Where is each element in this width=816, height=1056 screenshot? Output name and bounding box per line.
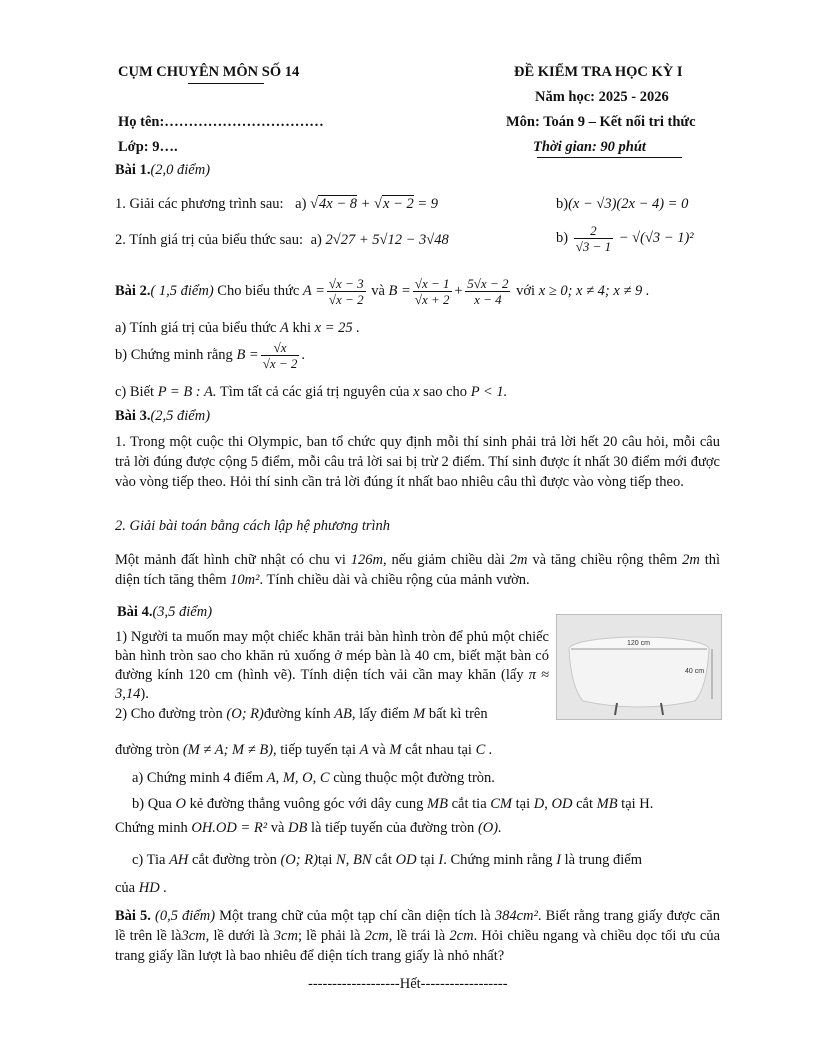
class-field: Lớp: 9…. <box>118 139 178 155</box>
bai1-q2: 2. Tính giá trị của biểu thức sau: a) 2√27 + 5√12 − 3√48 <box>115 232 449 248</box>
subject: Môn: Toán 9 – Kết nối tri thức <box>506 114 696 130</box>
equation-1a: √4x − 8 + √x − 2 = 9 <box>310 196 439 212</box>
bai3-part2: Một mảnh đất hình chữ nhật có chu vi 126m, nếu giảm chiều dài 2m và tăng chiều rộng thêm 2m thì diện tích tăng thêm 10m². Tính chiều dài và chiều rộng của mảnh vườn. <box>115 552 720 588</box>
bai2-heading: Bài 2.( 1,5 điểm) Cho biểu thức A = $\frac{√x - 3}{√x - 2}$ và B = $\frac{√x - 1}{√x + 2}$ + $\frac{5√x - 2}{x - 4}$ với x ≥ 0; x ≠ 4; x ≠ 9 . <box>115 276 650 307</box>
cluster-title: CỤM CHUYÊN MÔN SỐ 14 <box>118 64 300 80</box>
bai1-q2b: b) $\frac{2}{√3 - 1}$ − √(√3 − 1)² <box>556 223 694 254</box>
fraction-2b: $\frac{2}{√3 - 1}$ <box>575 223 612 254</box>
end-marker: -------------------Hết------------------ <box>308 976 508 992</box>
expression-B-part1: $\frac{√x - 1}{√x + 2}$ <box>414 276 450 307</box>
bai3-part1: 1. Trong một cuộc thi Olympic, ban tổ chức quy định mỗi thí sinh phải trả lời hết 20 câu hỏi, mỗi câu trả lời đúng được cộng 5 điểm, mỗi câu trả lời sai bị trừ 2 điểm. Thí sinh được ít nhất 30 điểm mới được vào vòng tiếp theo. Hỏi thí sinh cần trả lời đúng ít nhất bao nhiêu câu thì được vào vòng tiếp theo. <box>115 434 720 490</box>
title-underline <box>188 83 264 84</box>
exam-time: Thời gian: 90 phút <box>533 139 646 155</box>
bai4-part2-line2: đường tròn (M ≠ A; M ≠ B), tiếp tuyến tại A và M cắt nhau tại C . <box>115 742 493 758</box>
tablecloth-image <box>556 614 722 720</box>
bai4-qb-line1: b) Qua O kẻ đường thẳng vuông góc với dây cung MB cắt tia CM tại D, OD cắt MB tại H. <box>132 796 654 812</box>
fraction-B-simplified: $\frac{√x}{√x - 2}$ <box>262 340 298 371</box>
bai4-heading: Bài 4.(3,5 điểm) <box>117 604 213 620</box>
bai4-part2-line1: 2) Cho đường tròn (O; R)đường kính AB, lấy điểm M bất kì trên <box>115 706 488 722</box>
bai4-qc-line2: của HD . <box>115 880 167 896</box>
cloth-drape <box>569 649 709 707</box>
name-field: Họ tên:…………………………… <box>118 114 324 130</box>
school-year: Năm học: 2025 - 2026 <box>535 89 669 105</box>
bai4-part1: 1) Người ta muốn may một chiếc khăn trải bàn hình tròn để phủ một chiếc bàn hình tròn sao cho khăn rủ xuống ở mép bàn là 40 cm, biết mặt bàn có đường kính 120 cm (hình vẽ). Tính diện tích vải cần may khăn (lấy π ≈ 3,14). <box>115 629 549 702</box>
bai4-qc-line1: c) Tia AH cắt đường tròn (O; R)tại N, BN cắt OD tại I. Chứng minh rằng I là trung điểm <box>132 852 642 868</box>
exam-title: ĐỀ KIỂM TRA HỌC KỲ I <box>514 64 683 80</box>
label-120cm: 120 cm <box>627 640 650 647</box>
bai2-qc: c) Biết P = B : A. Tìm tất cả các giá trị nguyên của x sao cho P < 1. <box>115 384 508 400</box>
bai3-part2-title: 2. Giải bài toán bằng cách lập hệ phương trình <box>115 518 391 534</box>
expression-B-part2: $\frac{5√x - 2}{x - 4}$ <box>467 276 509 307</box>
label-40cm: 40 cm <box>685 668 705 675</box>
bai1-q1: 1. Giải các phương trình sau: a) √4x − 8 + √x − 2 = 9 <box>115 196 439 212</box>
bai2-qb: b) Chứng minh rằng B = $\frac{√x}{√x - 2}$ . <box>115 340 306 371</box>
time-underline <box>537 157 682 158</box>
bai2-qa: a) Tính giá trị của biểu thức A khi x = 25 . <box>115 320 360 336</box>
bai4-qb-line2: Chứng minh OH.OD = R² và DB là tiếp tuyến của đường tròn (O). <box>115 820 502 836</box>
bai4-qa: a) Chứng minh 4 điểm A, M, O, C cùng thuộc một đường tròn. <box>132 770 495 786</box>
expression-A: $\frac{√x - 3}{√x - 2}$ <box>328 276 364 307</box>
expression-2a: 2√27 + 5√12 − 3√48 <box>325 232 449 248</box>
bai1-heading: Bài 1.(2,0 điểm) <box>115 162 211 178</box>
bai1-q1b: b)(x − √3)(2x − 4) = 0 <box>556 196 689 212</box>
equation-1b: (x − √3)(2x − 4) = 0 <box>568 196 689 212</box>
bai3-heading: Bài 3.(2,5 điểm) <box>115 408 211 424</box>
bai5: Bài 5. (0,5 điểm) Một trang chữ của một tạp chí cần diện tích là 384cm². Biết rằng trang giấy được căn lề trên lề là3cm, lề dưới là 3cm; lề phải là 2cm, lề trái là 2cm. Hỏi chiều ngang và chiều dọc tối ưu của trang giấy lần lượt là bao nhiêu để diện tích trang giấy là nhỏ nhất? <box>115 908 721 964</box>
